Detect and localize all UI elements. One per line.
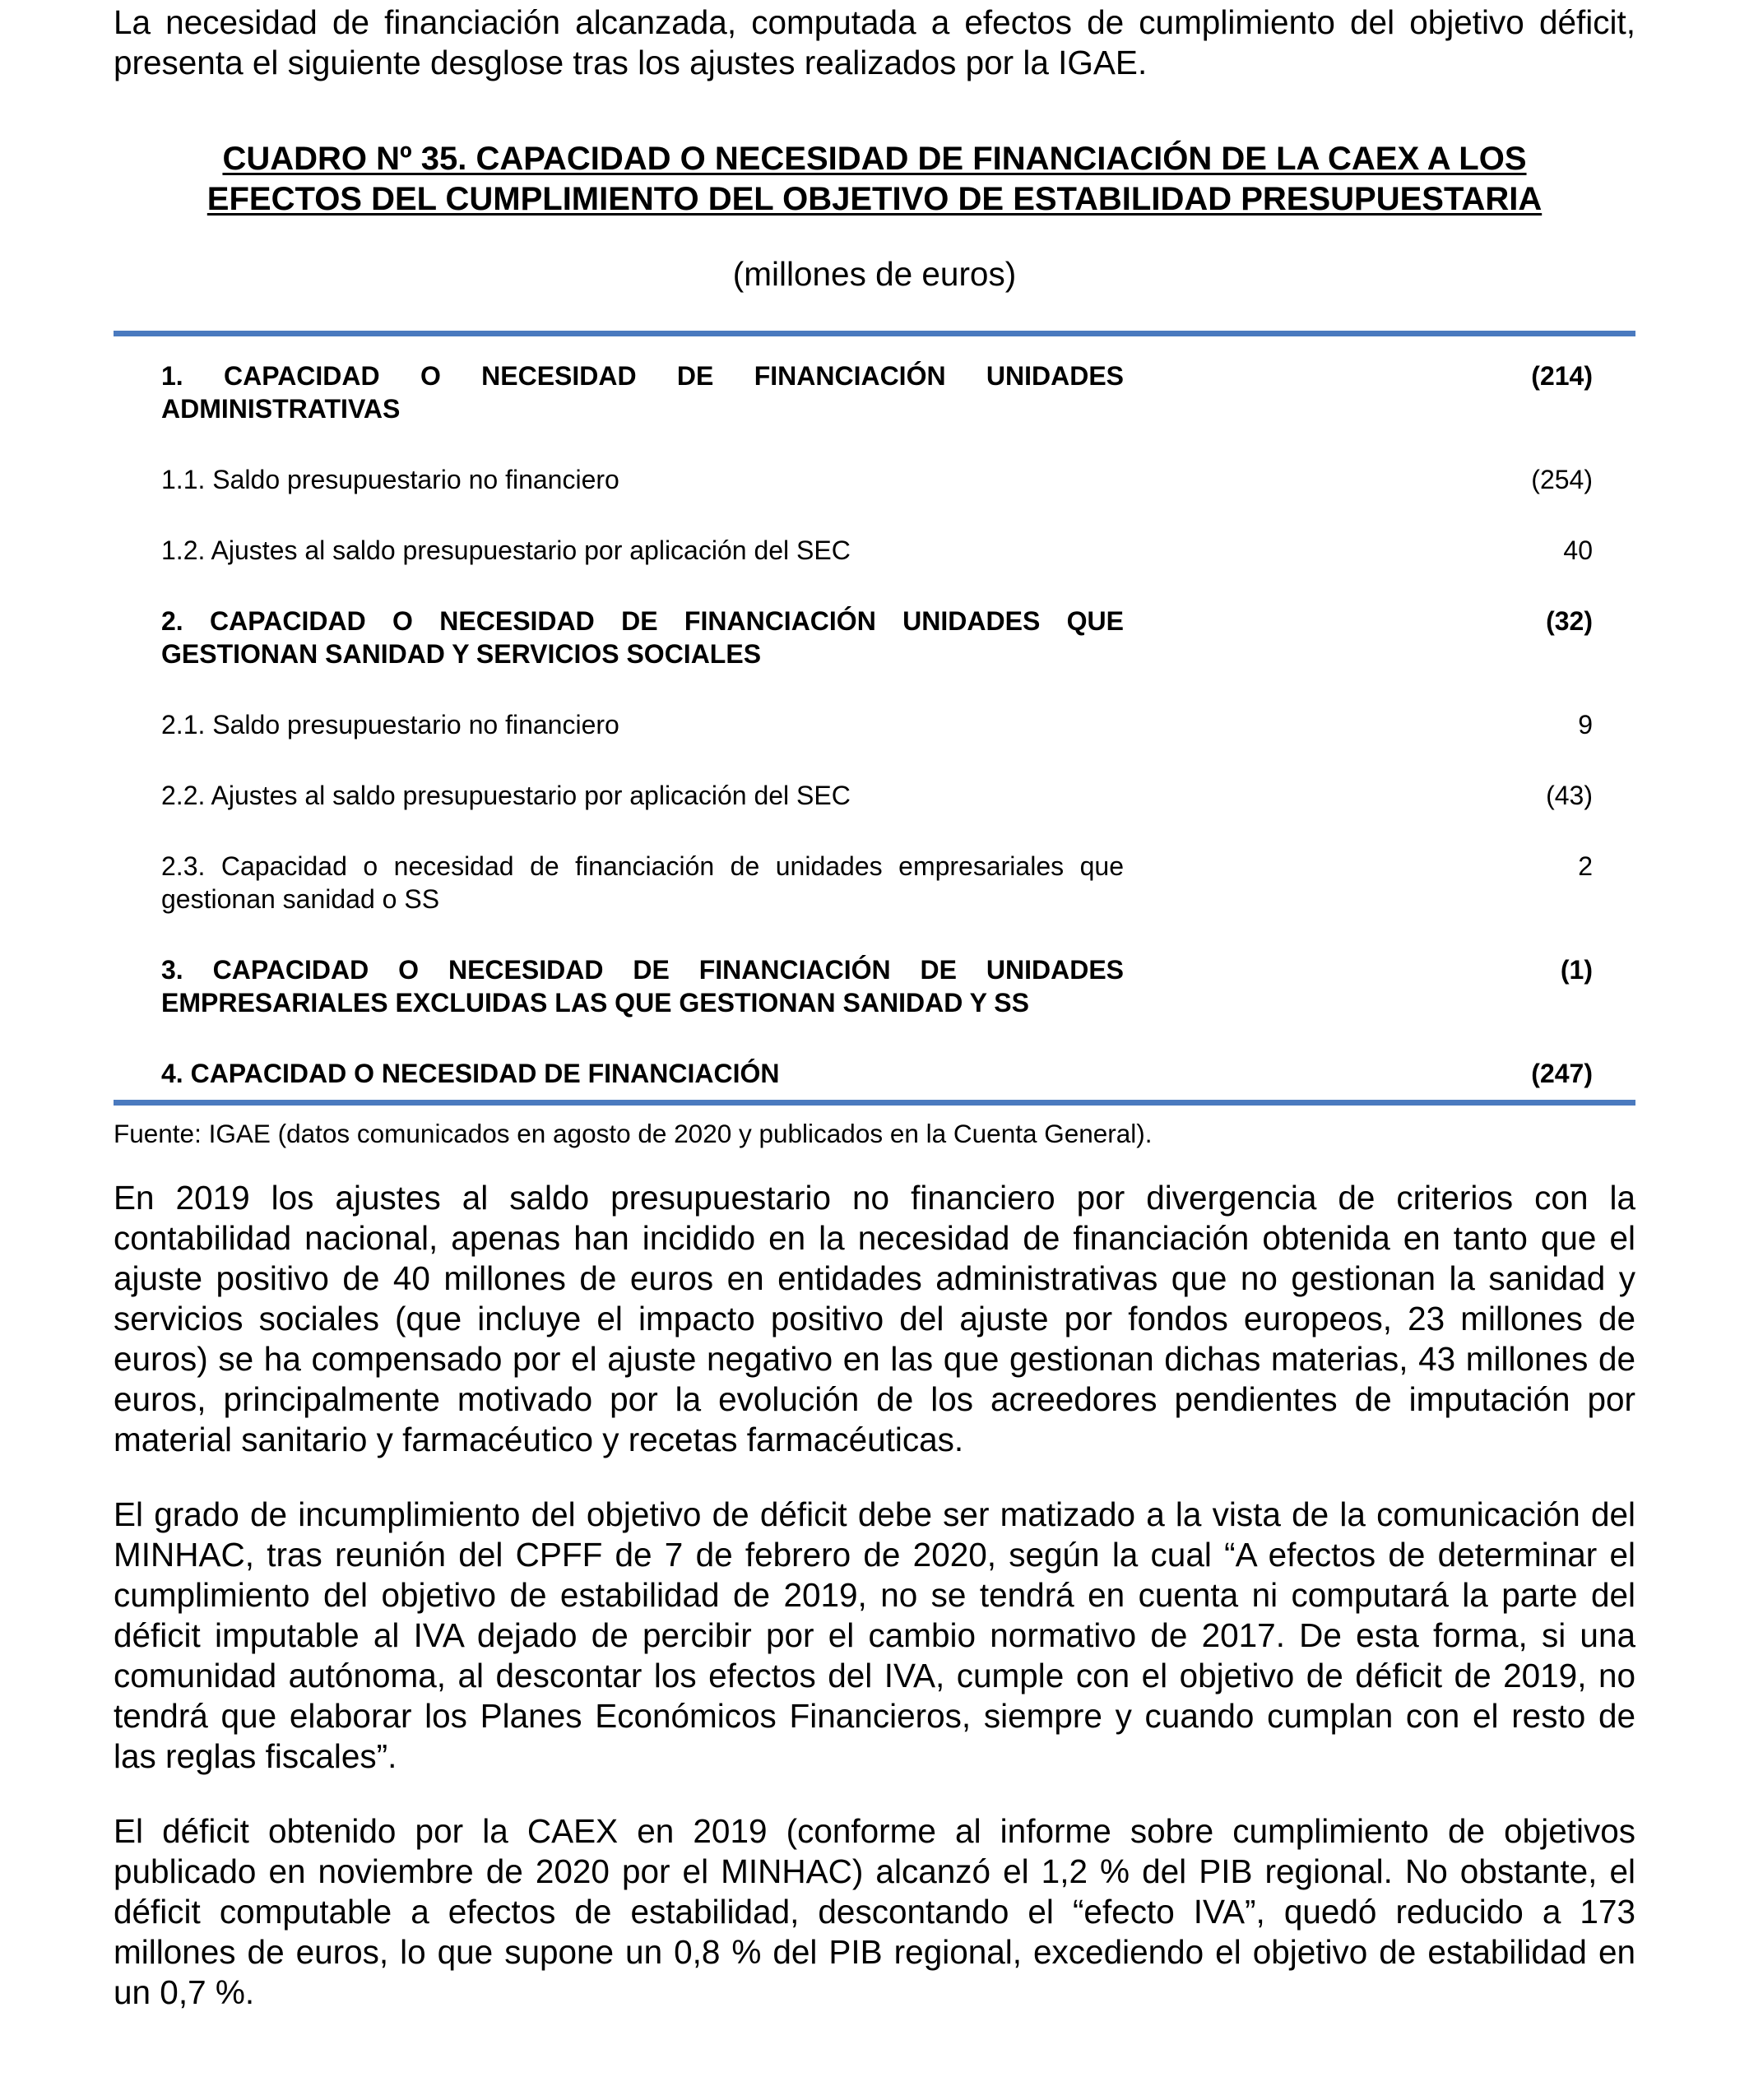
table-title-line-1: CUADRO Nº 35. CAPACIDAD O NECESIDAD DE FINANCIACIÓN DE LA CAEX A LOS	[222, 141, 1527, 177]
table-row	[114, 605, 1635, 670]
row-label: 3. CAPACIDAD O NECESIDAD DE FINANCIACIÓN DE UNIDADES EMPRESARIALES EXCLUIDAS LAS QUE GESTIONAN SANIDAD Y SS	[161, 955, 1124, 1018]
table-title	[114, 139, 1635, 220]
row-label: 2. CAPACIDAD O NECESIDAD DE FINANCIACIÓN UNIDADES QUE GESTIONAN SANIDAD Y SERVICIOS SOCIALES	[161, 606, 1124, 669]
row-value: (32)	[1546, 606, 1593, 636]
row-value: (254)	[1531, 465, 1593, 494]
row-label: 4. CAPACIDAD O NECESIDAD DE FINANCIACIÓN	[161, 1059, 780, 1088]
table-title-line-2: EFECTOS DEL CUMPLIMIENTO DEL OBJETIVO DE ESTABILIDAD PRESUPUESTARIA	[206, 181, 1543, 217]
table-row	[114, 850, 1635, 916]
row-label: 1.1. Saldo presupuestario no financiero	[161, 465, 619, 494]
row-value: 40	[1563, 535, 1593, 565]
body-paragraph: En 2019 los ajustes al saldo presupuestario no financiero por divergencia de criterios con la contabilidad nacional, apenas han incidido en la necesidad de financiación obtenida en tanto que el ajuste positivo de 40 millones de euros en entidades administrativas que no gestionan la sanidad y servicios sociales (que incluye el impacto positivo del ajuste por fondos europeos, 23 millones de euros) se ha compensado por el ajuste negativo en las que gestionan dichas materias, 43 millones de euros, principalmente motivado por la evolución de los acreedores pendientes de imputación por material sanitario y farmacéutico y recetas farmacéuticas.	[114, 1179, 1635, 1458]
table-row	[114, 359, 1635, 425]
table-row	[114, 953, 1635, 1019]
table-row	[114, 779, 1635, 812]
intro-paragraph: La necesidad de financiación alcanzada, computada a efectos de cumplimiento del objetivo déficit, presenta el siguiente desglose tras los ajustes realizados por la IGAE.	[114, 3, 1635, 81]
table-row	[114, 708, 1635, 741]
row-value: 9	[1578, 710, 1593, 739]
table-units: (millones de euros)	[732, 255, 1017, 293]
row-label: 1. CAPACIDAD O NECESIDAD DE FINANCIACIÓN UNIDADES ADMINISTRATIVAS	[161, 361, 1124, 424]
body-paragraph: El déficit obtenido por la CAEX en 2019 (conforme al informe sobre cumplimiento de objetivos publicado en noviembre de 2020 por el MINHAC) alcanzó el 1,2 % del PIB regional. No obstante, el déficit computable a efectos de estabilidad, descontando el “efecto IVA”, quedó reducido a 173 millones de euros, lo que supone un 0,8 % del PIB regional, excediendo el objetivo de estabilidad en un 0,7 %.	[114, 1812, 1635, 2011]
body-paragraph: El grado de incumplimiento del objetivo de déficit debe ser matizado a la vista de la comunicación del MINHAC, tras reunión del CPFF de 7 de febrero de 2020, según la cual “A efectos de determinar el cumplimiento del objetivo de estabilidad de 2019, no se tendrá en cuenta ni computará la parte del déficit imputable al IVA dejado de percibir por el cambio normativo de 2017. De esta forma, si una comunidad autónoma, al descontar los efectos del IVA, cumple con el objetivo de déficit de 2019, no tendrá que elaborar los Planes Económicos Financieros, siempre y cuando cumplan con el resto de las reglas fiscales”.	[114, 1495, 1635, 1775]
row-label: 2.2. Ajustes al saldo presupuestario por aplicación del SEC	[161, 781, 851, 810]
table-row	[114, 1057, 1635, 1090]
row-value: (1)	[1560, 955, 1593, 985]
row-value: (214)	[1531, 361, 1593, 391]
row-value: (247)	[1531, 1059, 1593, 1088]
financing-table	[114, 331, 1635, 1106]
row-label: 2.3. Capacidad o necesidad de financiación de unidades empresariales que gestionan sanidad o SS	[161, 851, 1124, 914]
row-label: 1.2. Ajustes al saldo presupuestario por aplicación del SEC	[161, 535, 851, 565]
table-row	[114, 463, 1635, 496]
table-source: Fuente: IGAE (datos comunicados en agosto de 2020 y publicados en la Cuenta General).	[114, 1119, 1153, 1148]
row-value: (43)	[1546, 781, 1593, 810]
row-label: 2.1. Saldo presupuestario no financiero	[161, 710, 619, 739]
document-page	[114, 0, 1635, 2013]
row-value: 2	[1578, 851, 1593, 881]
table-row	[114, 534, 1635, 567]
